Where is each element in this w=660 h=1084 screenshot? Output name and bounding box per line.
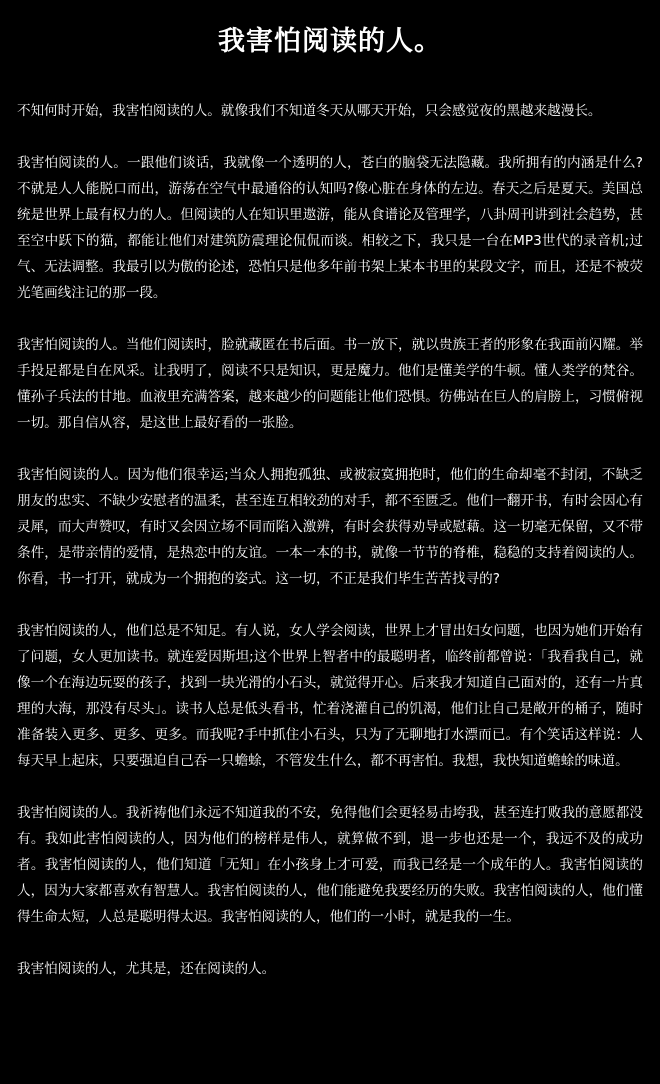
article-title: 我害怕阅读的人。 (218, 26, 442, 57)
paragraph-4: 我害怕阅读的人。因为他们很幸运;当众人拥抱孤独、或被寂寞拥抱时，他们的生命却毫不封闭，不缺乏朋友的忠实、不缺少安慰者的温柔，甚至连互相较劲的对手，都不至匮乏。他们一翻开书，有时会因心有灵犀，而大声赞叹，有时又会因立场不同而陷入激辨，有时会获得劝导或慰藉。这一切毫无保留，又不带条件，是带亲情的爱情，是热恋中的友谊。一本一本的书，就像一节节的脊椎，稳稳的支持着阅读的人。你看，书一打开，就成为一个拥抱的姿式。这一切，不正是我们毕生苦苦找寻的? (17, 467, 643, 587)
paragraph-1: 不知何时开始，我害怕阅读的人。就像我们不知道冬天从哪天开始，只会感觉夜的黑越来越漫长。 (17, 103, 602, 119)
paragraph-3: 我害怕阅读的人。当他们阅读时，脸就藏匿在书后面。书一放下，就以贵族王者的形象在我面前闪耀。举手投足都是自在风采。让我明了，阅读不只是知识，更是魔力。他们是懂美学的牛顿。懂人类学的梵谷。懂孙子兵法的甘地。血液里充满答案，越来越少的问题能让他们恐惧。彷佛站在巨人的肩膀上，习惯俯视一切。那自信从容，是这世上最好看的一张脸。 (17, 337, 643, 431)
paragraph-6: 我害怕阅读的人。我祈祷他们永远不知道我的不安，免得他们会更轻易击垮我，甚至连打败我的意愿都没有。我如此害怕阅读的人，因为他们的榜样是伟人，就算做不到，退一步也还是一个，我远不及的成功者。我害怕阅读的人，他们知道「无知」在小孩身上才可爱，而我已经是一个成年的人。我害怕阅读的人，因为大家都喜欢有智慧人。我害怕阅读的人，他们能避免我要经历的失败。我害怕阅读的人，他们懂得生命太短，人总是聪明得太迟。我害怕阅读的人，他们的一小时，就是我的一生。 (17, 805, 643, 925)
paragraph-7: 我害怕阅读的人，尤其是，还在阅读的人。 (17, 961, 276, 977)
article-body (17, 98, 643, 982)
paragraph-5: 我害怕阅读的人，他们总是不知足。有人说，女人学会阅读，世界上才冒出妇女问题，也因为她们开始有了问题，女人更加读书。就连爱因斯坦;这个世界上智者中的最聪明者，临终前都曾说：「我看我自己，就像一个在海边玩耍的孩子，找到一块光滑的小石头，就觉得开心。后来我才知道自己面对的，还有一片真理的大海，那没有尽头」。读书人总是低头看书，忙着浇灌自己的饥渴，他们让自己是敞开的桶子，随时准备装入更多、更多、更多。而我呢?手中抓住小石头，只为了无聊地打水漂而已。有个笑话这样说：人每天早上起床，只要强迫自己吞一只蟾蜍，不管发生什么，都不再害怕。我想，我快知道蟾蜍的味道。 (17, 623, 643, 769)
paragraph-2: 我害怕阅读的人。一跟他们谈话，我就像一个透明的人，苍白的脑袋无法隐藏。我所拥有的内涵是什么?不就是人人能脱口而出，游荡在空气中最通俗的认知吗?像心脏在身体的左边。春天之后是夏天。美国总统是世界上最有权力的人。但阅读的人在知识里遨游，能从食谱论及管理学，八卦周刊讲到社会趋势，甚至空中跃下的猫，都能让他们对建筑防震理论侃侃而谈。相较之下，我只是一台在MP3世代的录音机;过气、无法调整。我最引以为傲的论述，恐怕只是他多年前书架上某本书里的某段文字，而且，还是不被荧光笔画线注记的那一段。 (17, 155, 643, 301)
